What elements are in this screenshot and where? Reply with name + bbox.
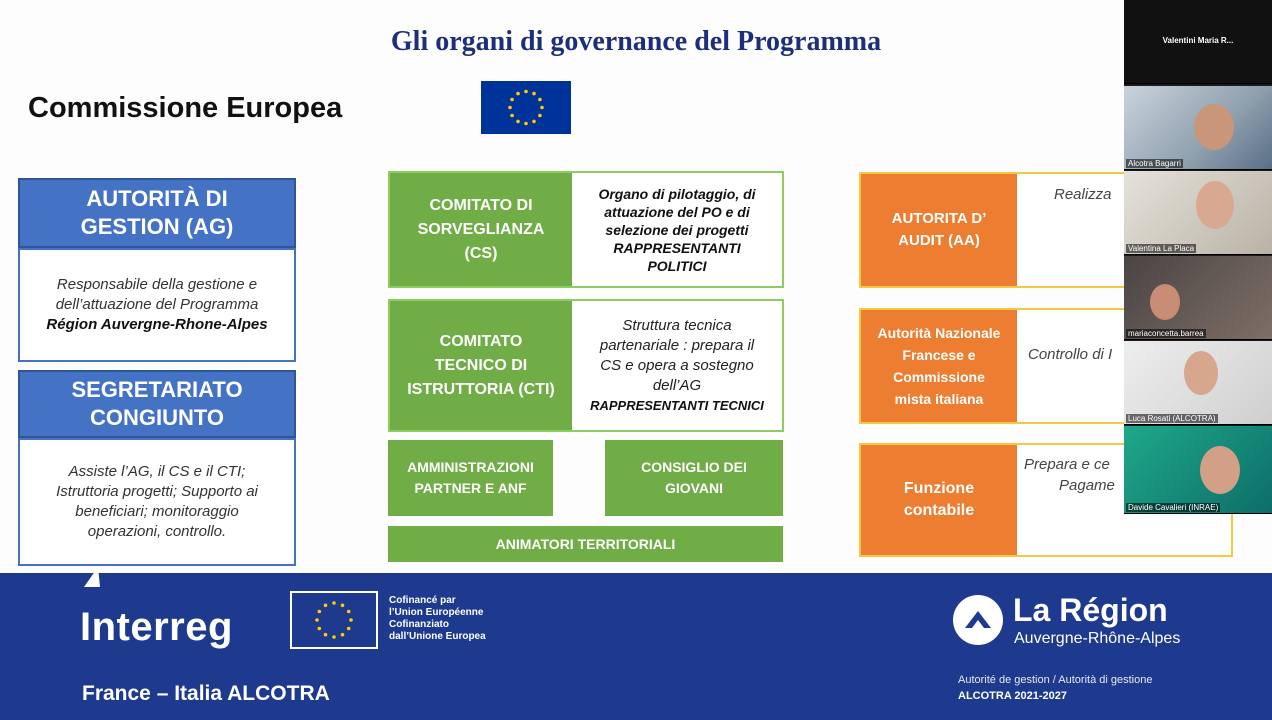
- anf-header-line4: mista italiana: [894, 391, 984, 407]
- participant-video: [1196, 181, 1234, 229]
- cs-desc-line4: RAPPRESENTANTI: [613, 240, 741, 256]
- cti-desc-line4: dell’AG: [652, 377, 702, 394]
- cs-description: [574, 178, 780, 282]
- admin-line1: AMMINISTRAZIONI: [407, 459, 534, 475]
- ag-desc-line2: dell’attuazione del Programma: [55, 296, 259, 313]
- cofin-line1: Cofinancé par: [389, 595, 456, 606]
- managing-authority-line: Autorité de gestion / Autorità di gestione: [958, 674, 1153, 686]
- cti-header-line1: COMITATO: [439, 332, 523, 350]
- cti-header-line2: TECNICO DI: [434, 356, 528, 374]
- animators-box: ANIMATORI TERRITORIALI: [388, 526, 783, 562]
- participant-name: Luca Rosati (ALCOTRA): [1128, 414, 1216, 423]
- participant-name: Davide Cavalieri (INRAE): [1128, 503, 1219, 512]
- participant-name: Valentini Maria R...: [1162, 36, 1234, 45]
- cs-desc-line1: Organo di pilotaggio, di: [598, 186, 756, 202]
- cs-header: [390, 173, 572, 286]
- anf-header-line1: Autorità Nazionale: [877, 325, 1001, 341]
- participant-video: [1150, 284, 1180, 320]
- admin-partner-box: [388, 440, 553, 516]
- cs-header-line2: SORVEGLIANZA: [417, 220, 545, 238]
- sc-desc-line2: Istruttoria progetti; Supporto ai: [56, 483, 258, 500]
- anf-header: [861, 310, 1017, 422]
- ag-header-line1: AUTORITÀ DI: [86, 186, 228, 211]
- participant-name: mariaconcetta.barrea: [1128, 329, 1204, 338]
- youth-council-box: [605, 440, 783, 516]
- anf-header-line2: Francese e: [902, 347, 976, 363]
- cofin-line2: l’Union Européenne: [389, 607, 484, 618]
- cs-desc-line2: attuazione del PO e di: [604, 204, 750, 220]
- commission-heading: Commissione Europea: [28, 92, 343, 124]
- admin-line2: PARTNER E ANF: [414, 480, 527, 496]
- participants-panel[interactable]: [1124, 0, 1272, 514]
- cs-header-line3: (CS): [464, 244, 498, 262]
- sc-header: [18, 370, 296, 438]
- eu-flag-icon: [290, 591, 378, 649]
- cti-desc-line2: partenariale : prepara il: [599, 337, 755, 354]
- sc-header-line1: SEGRETARIATO: [71, 377, 243, 402]
- participant-tile[interactable]: [1124, 171, 1272, 255]
- region-name: La Région: [1013, 592, 1168, 628]
- eu-flag-icon: [481, 81, 571, 134]
- program-name: France – Italia ALCOTRA: [82, 682, 330, 705]
- region-logo-icon: [953, 595, 1003, 645]
- ag-desc-line1: Responsabile della gestione e: [56, 276, 258, 293]
- interreg-logo-text: Interreg: [80, 605, 233, 649]
- sc-desc-line1: Assiste l’AG, il CS e il CTI;: [68, 463, 246, 480]
- fc-description: [1024, 454, 1124, 496]
- cs-header-line1: COMITATO DI: [429, 196, 533, 214]
- participant-name: Valentina La Placa: [1128, 244, 1195, 253]
- ag-header: [18, 178, 296, 248]
- participant-tile[interactable]: [1124, 256, 1272, 340]
- participant-tile[interactable]: [1124, 0, 1272, 84]
- cti-header: [390, 301, 572, 430]
- cti-desc-bold: RAPPRESENTANTI TECNICI: [590, 398, 764, 413]
- speech-bubble-tail: [84, 567, 100, 587]
- alcotra-years: ALCOTRA 2021-2027: [958, 690, 1068, 702]
- cs-desc-line3: selezione dei progetti: [605, 222, 749, 238]
- aa-header-line2: AUDIT (AA): [898, 232, 980, 249]
- cs-desc-line5: POLITICI: [647, 258, 707, 274]
- fc-header-line1: Funzione: [903, 480, 975, 497]
- participant-tile[interactable]: [1124, 426, 1272, 514]
- fc-header: [861, 445, 1017, 555]
- sc-description: [18, 438, 296, 566]
- anf-description: Controllo di I: [1028, 346, 1113, 363]
- ag-description: [18, 248, 296, 362]
- participant-video: [1200, 446, 1240, 494]
- sc-header-line2: CONGIUNTO: [89, 405, 225, 430]
- aa-header-line1: AUTORITA D’: [891, 210, 987, 227]
- cofin-line3: Cofinanziato: [389, 619, 449, 630]
- fc-desc-line2: Pagame: [1059, 477, 1115, 494]
- cti-description: [574, 312, 780, 420]
- cofinance-text: [389, 595, 486, 643]
- sc-desc-line4: operazioni, controllo.: [87, 523, 227, 540]
- fc-header-line2: contabile: [903, 502, 975, 519]
- participant-name: Alcotra Bagarri: [1128, 159, 1181, 168]
- aa-description: Realizza: [1054, 186, 1112, 203]
- participant-video: [1194, 104, 1234, 150]
- ag-desc-line3: Région Auvergne-Rhone-Alpes: [46, 316, 268, 333]
- aa-header: [861, 174, 1017, 286]
- sc-desc-line3: beneficiari; monitoraggio: [75, 503, 239, 520]
- region-subtitle: Auvergne-Rhône-Alpes: [1014, 630, 1181, 647]
- cofin-line4: dall’Unione Europea: [389, 631, 486, 642]
- cti-header-line3: ISTRUTTORIA (CTI): [407, 380, 555, 398]
- participant-video: [1184, 351, 1218, 395]
- slide-title: Gli organi di governance del Programma: [390, 26, 882, 57]
- participant-tile[interactable]: [1124, 86, 1272, 170]
- youth-line2: GIOVANI: [664, 480, 724, 496]
- cti-desc-line3: CS e opera a sostegno: [600, 357, 754, 374]
- participant-tile[interactable]: [1124, 341, 1272, 425]
- fc-desc-line1: Prepara e ce: [1024, 456, 1110, 473]
- ag-header-line2: GESTION (AG): [80, 214, 234, 239]
- cti-desc-line1: Struttura tecnica: [622, 317, 732, 334]
- youth-line1: CONSIGLIO DEI: [641, 459, 747, 475]
- anf-header-line3: Commissione: [893, 369, 985, 385]
